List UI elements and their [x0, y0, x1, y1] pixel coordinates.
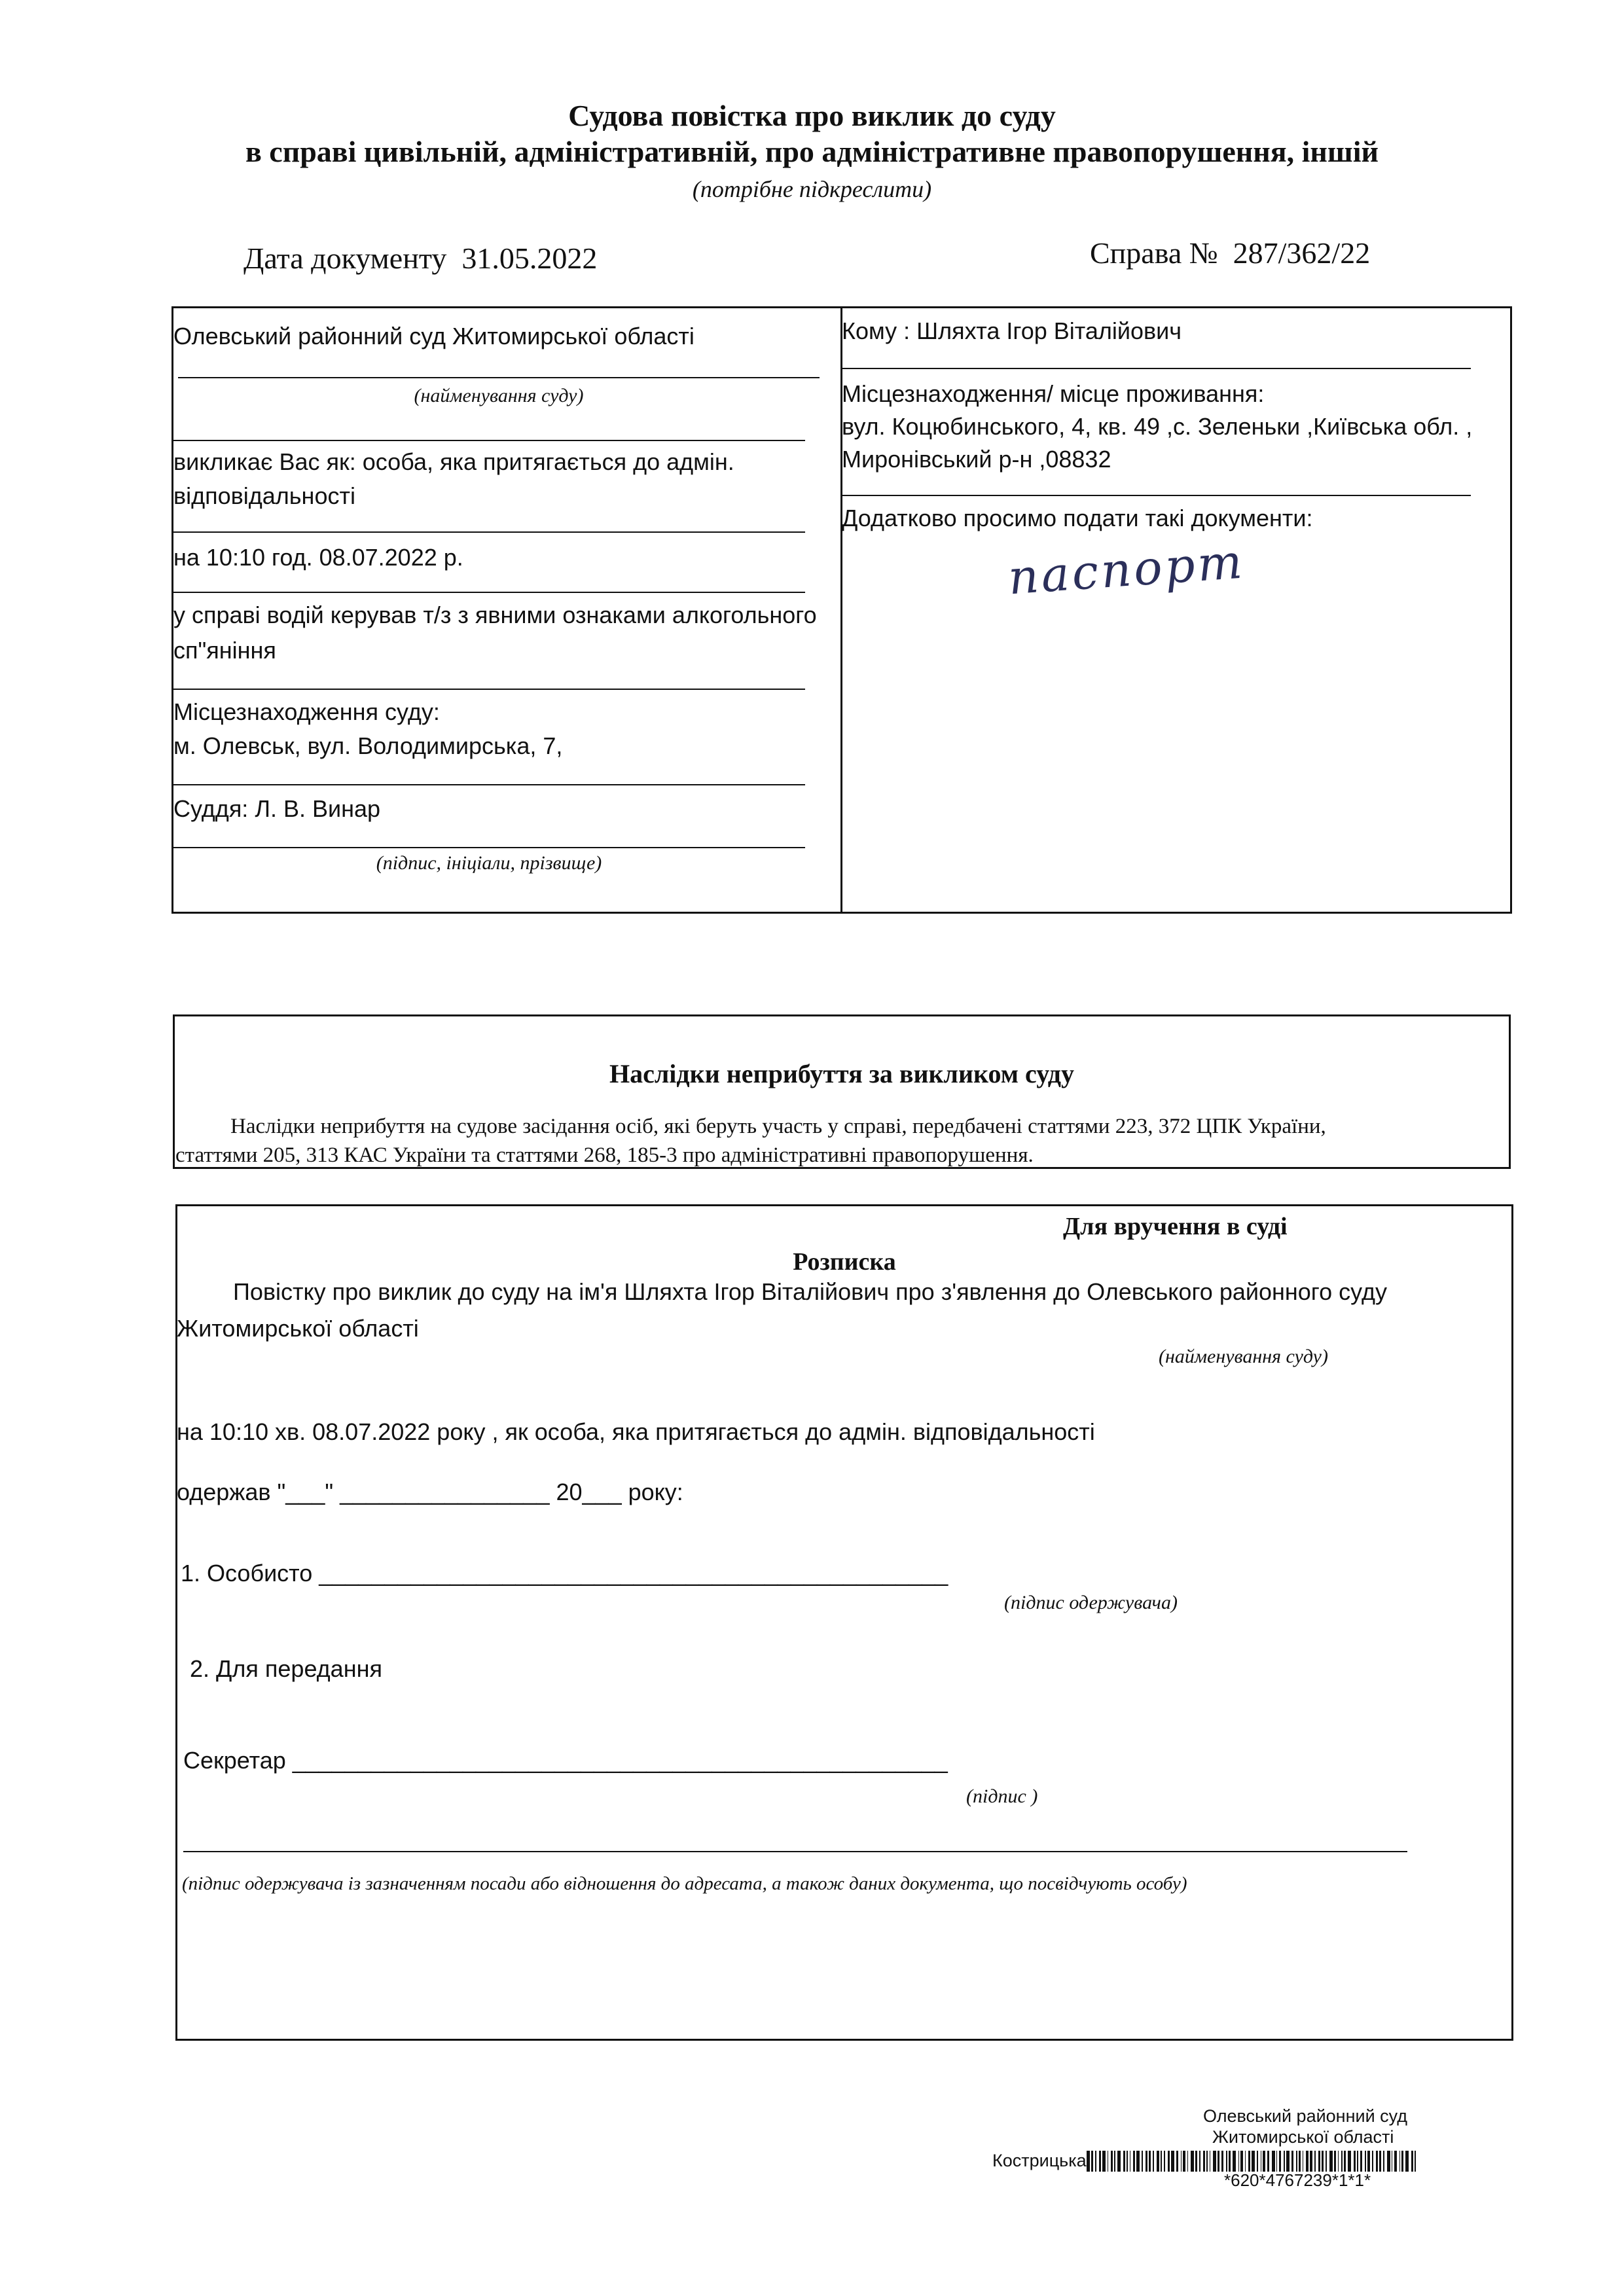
case-number: [1090, 236, 1370, 270]
case-description-line1: у справі водій керував т/з з явними ознаками алкогольного: [173, 601, 817, 628]
barcode-bar: [1102, 2151, 1106, 2172]
receipt-title: Розписка: [793, 1248, 896, 1276]
barcode-bar: [1187, 2151, 1189, 2172]
extra-documents-label: Додатково просимо подати такі документи:: [842, 505, 1313, 531]
recipient-location-label: Місцезнаходження/ місце проживання:: [842, 380, 1265, 407]
barcode-bar: [1257, 2151, 1258, 2172]
barcode-bar: [1164, 2151, 1165, 2172]
barcode-bar: [1383, 2151, 1384, 2172]
receipt-time-line: на 10:10 хв. 08.07.2022 року , як особа, яка притягається до адмін. відповідальності: [177, 1418, 1095, 1445]
court-name: Олевський районний суд Житомирської області: [173, 323, 695, 350]
recipient-address-line2: Миронівський р-н ,08832: [842, 446, 1111, 473]
barcode-bar: [1360, 2151, 1362, 2172]
recipient-address-line1: вул. Коцюбинського, 4, кв. 49 ,с. Зеленьки ,Київська обл. ,: [842, 413, 1473, 440]
summons-as-line1: викликає Вас як: особа, яка притягається до адмін.: [173, 448, 734, 475]
case-number-label: Справа №: [1090, 236, 1218, 270]
barcode-bar: [1367, 2151, 1371, 2172]
document-date-value: 31.05.2022: [461, 242, 598, 275]
barcode-bar: [1171, 2151, 1174, 2172]
receipt-personal-caption: (підпис одержувача): [1004, 1592, 1178, 1613]
barcode-bar: [1127, 2151, 1128, 2172]
barcode-bar: [1091, 2151, 1093, 2172]
footer-court-line1: Олевський районний суд: [1203, 2106, 1408, 2126]
barcode-bar: [1326, 2151, 1327, 2172]
summons-as-line2: відповідальності: [173, 482, 355, 509]
barcode-bar: [1240, 2151, 1242, 2172]
document-date: [244, 241, 597, 276]
barcode-bar: [1310, 2151, 1313, 2172]
footer-clerk: Кострицька: [992, 2151, 1087, 2170]
barcode-bar: [1087, 2151, 1090, 2172]
receipt-transfer: 2. Для передання: [190, 1655, 382, 1682]
consequences-title: Наслідки неприбуття за викликом суду: [609, 1059, 1074, 1088]
case-description-line2: сп"яніння: [173, 637, 276, 664]
barcode-bar: [1392, 2151, 1393, 2172]
barcode-bar: [1161, 2151, 1162, 2172]
receipt-received-line: одержав "___" ________________ 20___ року:: [177, 1479, 683, 1505]
barcode-bar: [1195, 2151, 1197, 2172]
barcode-bar: [1203, 2151, 1205, 2172]
barcode-bar: [1401, 2151, 1403, 2172]
barcode: [1087, 2151, 1524, 2172]
barcode-bar: [1379, 2151, 1381, 2172]
barcode-bar: [1142, 2151, 1143, 2172]
barcode-bar: [1252, 2151, 1255, 2172]
handwritten-note: паспорт: [1006, 533, 1247, 605]
barcode-bar: [1394, 2151, 1396, 2172]
barcode-bar: [1267, 2151, 1269, 2172]
barcode-bar: [1191, 2151, 1194, 2172]
barcode-bar: [1248, 2151, 1250, 2172]
barcode-bar: [1183, 2151, 1185, 2172]
barcode-bar: [1279, 2151, 1281, 2172]
barcode-bar: [1114, 2151, 1115, 2172]
case-number-value: 287/362/22: [1233, 236, 1371, 270]
court-location-value: м. Олевськ, вул. Володимирська, 7,: [173, 732, 563, 759]
document-title-line1: Судова повістка про виклик до суду: [568, 99, 1056, 132]
document-title-note: (потрібне підкреслити): [692, 176, 932, 202]
barcode-bar: [1306, 2151, 1308, 2172]
barcode-bar: [1387, 2151, 1390, 2172]
barcode-bar: [1168, 2151, 1170, 2172]
court-name-caption: (найменування суду): [414, 385, 584, 406]
receipt-line1: Повістку про виклик до суду на ім'я Шляхта Ігор Віталійович про з'явлення до Олевського районного суду: [233, 1278, 1387, 1305]
barcode-bar: [1299, 2151, 1301, 2172]
barcode-bar: [1411, 2151, 1413, 2172]
barcode-bar: [1296, 2151, 1297, 2172]
barcode-bar: [1322, 2151, 1324, 2172]
recipient-rule: [842, 368, 1471, 369]
judge: Суддя: Л. В. Винар: [173, 795, 381, 822]
barcode-bar: [1229, 2151, 1231, 2172]
barcode-bar: [1334, 2151, 1336, 2172]
barcode-bar: [1157, 2151, 1160, 2172]
barcode-bar: [1176, 2151, 1178, 2172]
barcode-bar: [1261, 2151, 1262, 2172]
recipient-address-rule: [842, 495, 1471, 496]
appearance-time: на 10:10 год. 08.07.2022 р.: [173, 544, 463, 571]
barcode-bar: [1199, 2151, 1200, 2172]
barcode-bar: [1181, 2151, 1182, 2172]
barcode-bar: [1133, 2151, 1135, 2172]
barcode-bar: [1291, 2151, 1293, 2172]
case-description-rule: [173, 689, 805, 690]
barcode-bar: [1263, 2151, 1265, 2172]
receipt-secretary-caption: (підпис ): [966, 1785, 1038, 1807]
summons-as-rule: [173, 531, 805, 533]
barcode-bar: [1111, 2151, 1113, 2172]
consequences-text-line2: статтями 205, 313 КАС України та статтями 268, 185-3 про адміністративні правопорушення.: [175, 1143, 1034, 1167]
consequences-text-line1: Наслідки неприбуття на судове засідання осіб, які беруть участь у справі, передбачені статтями 223, 372 ЦПК України,: [230, 1115, 1326, 1138]
barcode-bar: [1099, 2151, 1101, 2172]
barcode-bar: [1218, 2151, 1219, 2172]
barcode-bar: [1245, 2151, 1246, 2172]
barcode-bar: [1272, 2151, 1275, 2172]
court-location-rule: [173, 784, 805, 785]
barcode-bar: [1213, 2151, 1216, 2172]
barcode-bar: [1399, 2151, 1401, 2172]
barcode-bar: [1206, 2151, 1208, 2172]
document-title-line2: в справі цивільній, адміністративній, про адміністративне правопорушення, іншій: [245, 135, 1379, 168]
barcode-bar: [1130, 2151, 1131, 2172]
receipt-court-caption: (найменування суду): [1159, 1346, 1328, 1367]
barcode-bar: [1286, 2151, 1290, 2172]
barcode-bar: [1221, 2151, 1223, 2172]
judge-caption: (підпис, ініціали, прізвище): [376, 852, 602, 874]
judge-rule: [173, 847, 805, 848]
barcode-bar: [1123, 2151, 1125, 2172]
receipt-line2: Житомирської області: [177, 1315, 419, 1342]
barcode-bar: [1233, 2151, 1236, 2172]
appearance-time-rule: [173, 592, 805, 593]
receipt-bottom-caption: (підпис одержувача із зазначенням посади або відношення до адресата, а також даних документа, що посвідчують особу): [182, 1873, 1187, 1894]
receipt-bottom-rule: [183, 1851, 1407, 1852]
barcode-bar: [1136, 2151, 1140, 2172]
barcode-text: *620*4767239*1*1*: [1224, 2170, 1371, 2190]
barcode-bar: [1357, 2151, 1358, 2172]
recipient: Кому : Шляхта Ігор Віталійович: [842, 317, 1182, 344]
barcode-bar: [1149, 2151, 1151, 2172]
barcode-bar: [1341, 2151, 1343, 2172]
receipt-personal-line: 1. Особисто ________________________________________________: [181, 1560, 948, 1587]
barcode-bar: [1365, 2151, 1366, 2172]
receipt-secretary-line: Секретар __________________________________________________: [183, 1747, 948, 1774]
caption-rule: [173, 440, 805, 441]
barcode-bar: [1344, 2151, 1346, 2172]
court-use-label: Для вручення в суді: [1063, 1213, 1288, 1240]
court-name-rule: [178, 377, 820, 378]
barcode-bar: [1372, 2151, 1373, 2172]
barcode-bar: [1405, 2151, 1409, 2172]
barcode-bar: [1354, 2151, 1356, 2172]
document-date-label: Дата документу: [244, 242, 447, 275]
footer-court-line2: Житомирської області: [1212, 2127, 1394, 2147]
barcode-bar: [1238, 2151, 1240, 2172]
barcode-bar: [1415, 2151, 1416, 2172]
barcode-bar: [1329, 2151, 1333, 2172]
barcode-bar: [1146, 2151, 1147, 2172]
barcode-bar: [1117, 2151, 1121, 2172]
barcode-bar: [1276, 2151, 1278, 2172]
barcode-bar: [1210, 2151, 1211, 2172]
barcode-bar: [1318, 2151, 1320, 2172]
barcode-bar: [1153, 2151, 1154, 2172]
barcode-bar: [1376, 2151, 1378, 2172]
barcode-bar: [1314, 2151, 1316, 2172]
barcode-bar: [1348, 2151, 1351, 2172]
barcode-bar: [1095, 2151, 1096, 2172]
barcode-bar: [1284, 2151, 1285, 2172]
barcode-bar: [1303, 2151, 1304, 2172]
court-location-label: Місцезнаходження суду:: [173, 698, 440, 725]
barcode-bar: [1108, 2151, 1109, 2172]
barcode-bar: [1226, 2151, 1227, 2172]
barcode-bar: [1338, 2151, 1339, 2172]
